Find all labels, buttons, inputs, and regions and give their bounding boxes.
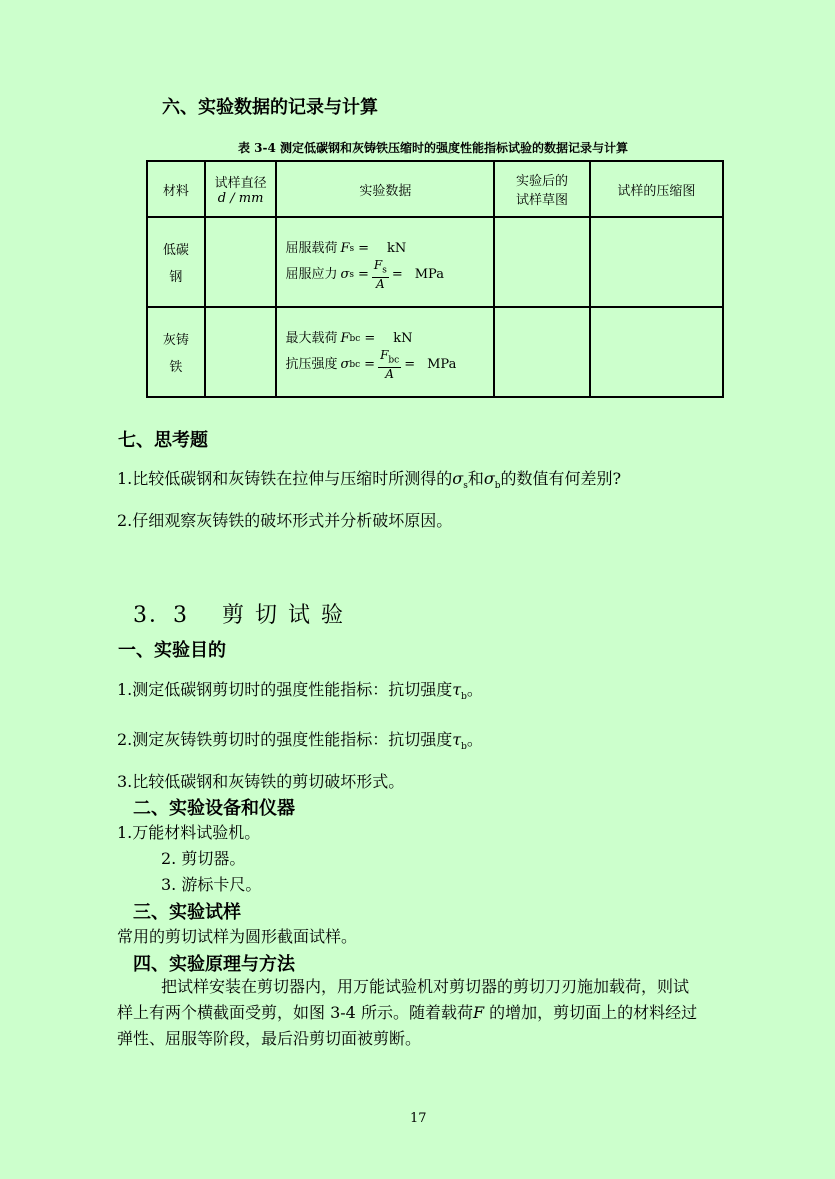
principle-line: 弹性、屈服等阶段，最后沿剪切面被剪断。 [117,1029,422,1048]
section-3-3-title: 3．3 剪 切 试 验 [133,603,345,628]
sketch-cell [494,307,590,397]
purpose-item: 2.测定灰铸铁剪切时的强度性能指标：抗切强度$\tau_b$。 [117,730,483,753]
specimen-text: 常用的剪切试样为圆形截面试样。 [117,927,358,946]
question-2: 2.仔细观察灰铸铁的破坏形式并分析破坏原因。 [117,511,453,530]
question-1: 1.比较低碳钢和灰铸铁在拉伸与压缩时所测得的$\sigma_s$和$\sigma_b$的数值有何差别? [117,469,622,492]
specimen-heading: 三、实验试样 [133,902,241,923]
header-sketch: 实验后的 试样草图 [494,161,590,217]
purpose-item: 3.比较低碳钢和灰铸铁的剪切破坏形式。 [117,772,405,791]
data-cell: 最大载荷 F bc = kN 抗压强度 σ bc = $\frac{F_{bc}}{A}$ = MPa [276,307,494,397]
header-diameter: 试样直径 d / mm [205,161,277,217]
page-number: 17 [410,1111,427,1126]
data-cell: 屈服载荷 F s = kN 屈服应力 σ s = $\frac{F_s}{A}$ = MPa [276,217,494,307]
material-cell: 灰铸 铁 [147,307,205,397]
data-table [146,160,724,398]
header-material: 材料 [147,161,205,217]
principle-line: 样上有两个横截面受剪，如图 3-4 所示。随着载荷F 的增加，剪切面上的材料经过 [117,1003,698,1022]
compression-cell [590,307,723,397]
principle-line: 把试样安装在剪切器内，用万能试验机对剪切器的剪切刀刃施加载荷，则试 [161,977,690,996]
section7-heading: 七、思考题 [118,430,208,451]
compression-cell [590,217,723,307]
equipment-item: 2. 剪切器。 [161,849,246,868]
material-cell: 低碳 钢 [147,217,205,307]
table-header-row [147,161,723,217]
purpose-heading: 一、实验目的 [118,640,226,661]
table-caption: 表 3-4 测定低碳钢和灰铸铁压缩时的强度性能指标试验的数据记录与计算 [238,141,629,155]
header-data: 实验数据 [276,161,494,217]
table-row [147,217,723,307]
equipment-item: 3. 游标卡尺。 [161,875,262,894]
diameter-cell [205,217,277,307]
purpose-item: 1.测定低碳钢剪切时的强度性能指标：抗切强度$\tau_b$。 [117,680,483,703]
equipment-item: 1.万能材料试验机。 [117,823,261,842]
principle-heading: 四、实验原理与方法 [133,954,295,975]
section6-heading: 六、实验数据的记录与计算 [162,97,378,118]
diameter-cell [205,307,277,397]
header-compression: 试样的压缩图 [590,161,723,217]
equipment-heading: 二、实验设备和仪器 [133,798,295,819]
sketch-cell [494,217,590,307]
table-row [147,307,723,397]
